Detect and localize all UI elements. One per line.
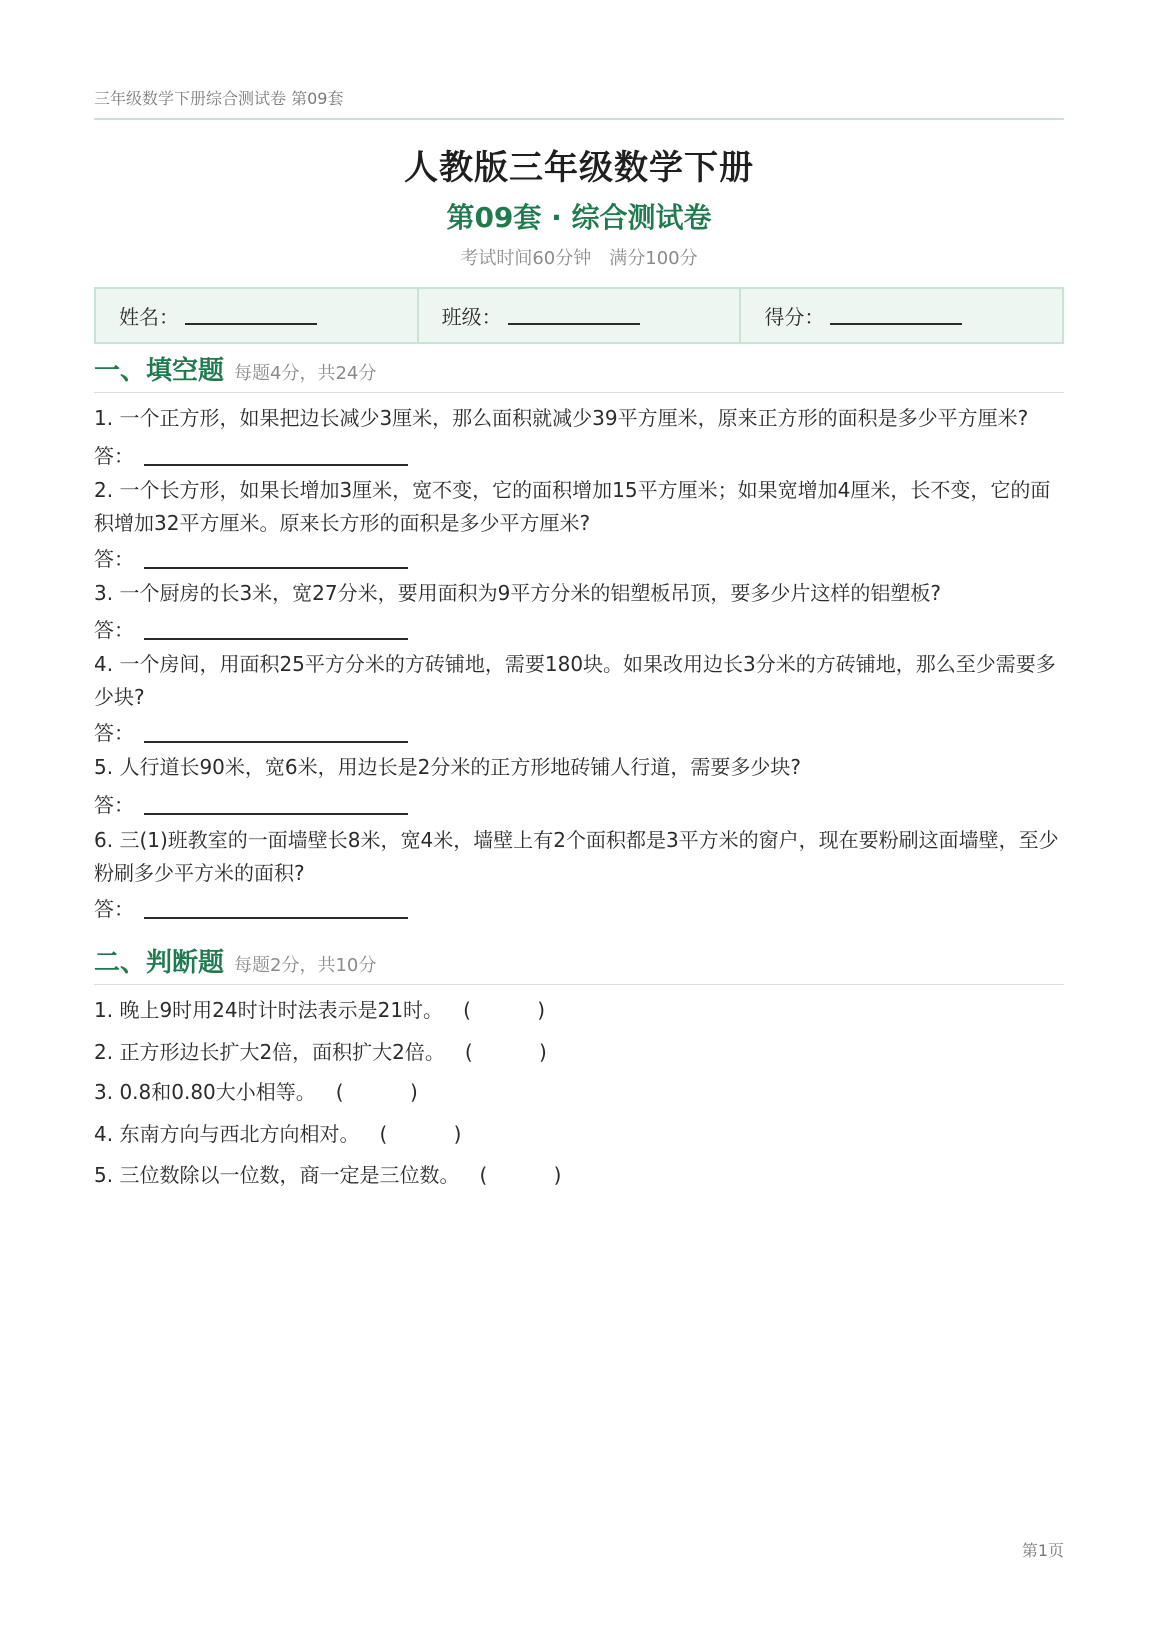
exam-page: [94, 0, 1064, 1638]
answer-blank[interactable]: [144, 741, 408, 743]
header-divider: [94, 118, 1064, 120]
exam-full-score: 满分100分: [609, 248, 698, 269]
answer-blank[interactable]: [144, 917, 408, 919]
answer-parentheses[interactable]: ( ): [479, 1163, 592, 1187]
fill-in-question-3: 3. 一个厨房的长3米，宽27分米，要用面积为9平方分米的铝塑板吊顶，要多少片这样的铝塑板?: [94, 581, 941, 605]
name-label: 姓名：: [119, 305, 179, 329]
answer-row-1[interactable]: [94, 440, 408, 469]
answer-row-2[interactable]: [94, 543, 408, 572]
answer-label: 答：: [94, 897, 134, 921]
class-field[interactable]: [419, 289, 742, 342]
true-false-question-2: [94, 1036, 577, 1065]
answer-blank[interactable]: [144, 813, 408, 815]
question-text: 2. 正方形边长扩大2倍，面积扩大2倍。: [94, 1040, 445, 1064]
section-true-false-note: 每题2分，共10分: [234, 955, 377, 976]
name-blank[interactable]: [185, 323, 317, 325]
exam-info: [94, 244, 1064, 270]
question-text: 4. 东南方向与西北方向相对。: [94, 1122, 360, 1146]
answer-parentheses[interactable]: ( ): [464, 1040, 577, 1064]
answer-blank[interactable]: [144, 464, 408, 466]
true-false-question-3: [94, 1076, 448, 1105]
true-false-question-5: [94, 1159, 591, 1188]
class-blank[interactable]: [508, 323, 640, 325]
fill-in-question-4: 4. 一个房间，用面积25平方分米的方砖铺地，需要180块。如果改用边长3分米的方砖铺地，那么至少需要多少块?: [94, 652, 1056, 709]
running-header: 三年级数学下册综合测试卷 第09套: [94, 89, 344, 108]
answer-label: 答：: [94, 793, 134, 817]
section-true-false-header: [94, 942, 1064, 979]
fill-in-question-2: 2. 一个长方形，如果长增加3厘米，宽不变，它的面积增加15平方厘米；如果宽增加4厘米，长不变，它的面积增加32平方厘米。原来长方形的面积是多少平方厘米?: [94, 478, 1051, 535]
student-info-box: [94, 287, 1064, 344]
page-subtitle: 第09套 · 综合测试卷: [446, 201, 712, 234]
question-text: 5. 三位数除以一位数，商一定是三位数。: [94, 1163, 460, 1187]
class-label: 班级：: [441, 305, 502, 329]
section-fill-in-header: [94, 350, 1064, 387]
answer-label: 答：: [94, 721, 134, 745]
true-false-question-4: [94, 1118, 491, 1147]
answer-parentheses[interactable]: ( ): [463, 998, 576, 1022]
answer-parentheses[interactable]: ( ): [379, 1122, 492, 1146]
page-title: 人教版三年级数学下册: [404, 148, 754, 188]
answer-blank[interactable]: [144, 638, 408, 640]
answer-row-6[interactable]: [94, 893, 408, 922]
fill-in-question-1: 1. 一个正方形，如果把边长减少3厘米，那么面积就减少39平方厘米，原来正方形的面积是多少平方厘米?: [94, 406, 1029, 430]
section-fill-in-note: 每题4分，共24分: [234, 363, 377, 384]
score-blank[interactable]: [830, 323, 962, 325]
exam-time: 考试时间60分钟: [460, 248, 592, 269]
question-text: 1. 晚上9时用24时计时法表示是21时。: [94, 998, 444, 1022]
fill-in-question-6: 6. 三(1)班教室的一面墙壁长8米，宽4米，墙壁上有2个面积都是3平方米的窗户，现在要粉刷这面墙壁，至少粉刷多少平方米的面积?: [94, 828, 1059, 885]
fill-in-question-5: 5. 人行道长90米，宽6米，用边长是2分米的正方形地砖铺人行道，需要多少块?: [94, 755, 801, 779]
question-text: 3. 0.8和0.80大小相等。: [94, 1080, 316, 1104]
true-false-question-1: [94, 994, 575, 1023]
answer-label: 答：: [94, 618, 134, 642]
section-fill-in-title: 一、填空题: [94, 356, 225, 386]
answer-row-5[interactable]: [94, 789, 408, 818]
score-field[interactable]: [741, 289, 1062, 342]
answer-label: 答：: [94, 547, 134, 571]
answer-label: 答：: [94, 444, 134, 468]
section-true-false-divider: [94, 984, 1064, 985]
section-true-false-title: 二、判断题: [94, 948, 225, 978]
page-number: 第1页: [1021, 1541, 1064, 1560]
answer-blank[interactable]: [144, 567, 408, 569]
name-field[interactable]: [96, 289, 419, 342]
answer-row-3[interactable]: [94, 614, 408, 643]
answer-row-4[interactable]: [94, 717, 408, 746]
answer-parentheses[interactable]: ( ): [335, 1080, 448, 1104]
score-label: 得分：: [764, 305, 825, 329]
section-fill-in-divider: [94, 392, 1064, 393]
